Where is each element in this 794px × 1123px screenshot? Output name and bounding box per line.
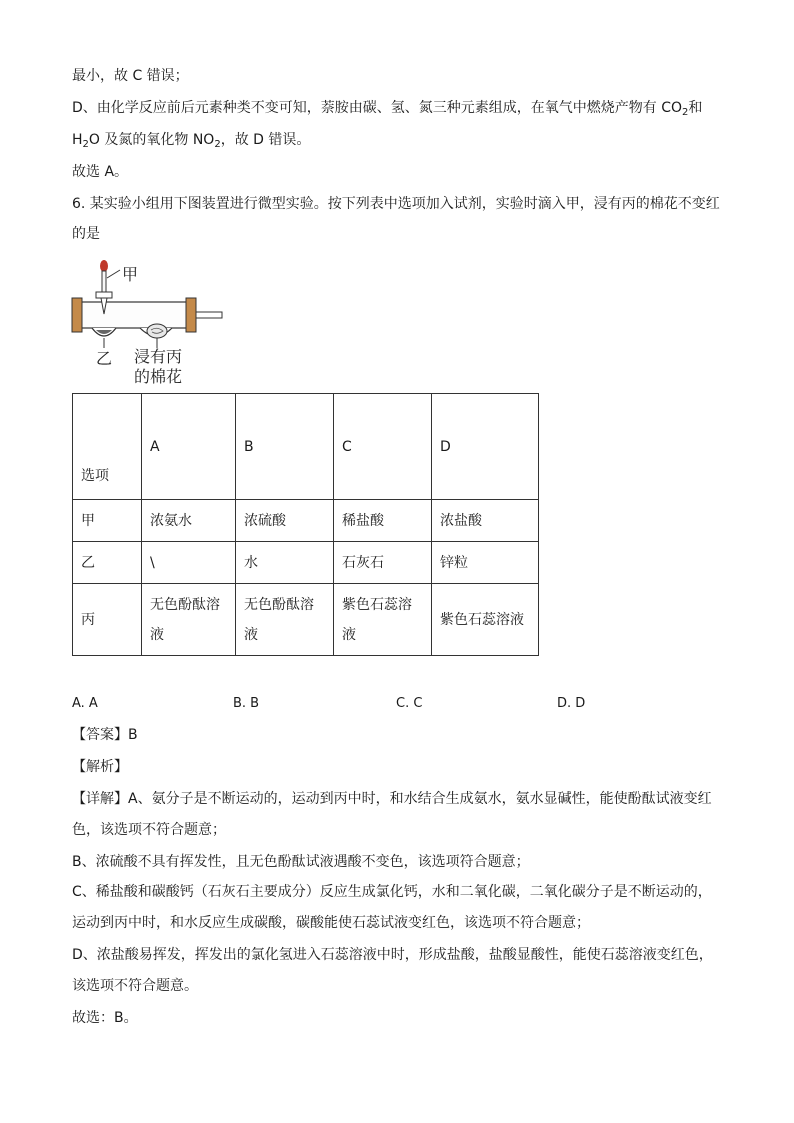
analysis-line: 运动到丙中时，和水反应生成碳酸，碳酸能使石蕊试液变红色，该选项不符合题意； [72,915,590,931]
apparatus-figure [66,252,236,388]
table-cell: 选项 [73,394,142,500]
answer-line: 【答案】B [72,727,138,743]
choice-a: A. A [72,696,98,711]
table-cell: \ [142,542,236,584]
glass-tube [78,302,192,328]
table-cell: 丙 [73,584,142,656]
table-cell: A [142,394,236,500]
label-bing-1: 浸有丙 [134,347,183,366]
table-cell: 紫色石蕊溶液 [334,584,432,656]
table-cell: 无色酚酞溶液 [142,584,236,656]
table-cell: 甲 [73,500,142,542]
table-cell: D [432,394,539,500]
analysis-line: 色，该选项不符合题意； [72,822,226,838]
text-line [72,130,310,150]
table-cell: 紫色石蕊溶液 [432,584,539,656]
table-cell: 浓氨水 [142,500,236,542]
text-span: H [72,132,83,148]
text-span: ，故 D 错误。 [220,132,311,148]
table-cell: C [334,394,432,500]
label-bing-2: 的棉花 [134,367,183,386]
label-yi: 乙 [96,349,113,368]
text-span: D、由化学反应前后元素种类不变可知，萘胺由碳、氢、氮三种元素组成，在氧气中燃烧产物有 CO [72,100,683,116]
table-header-row [73,394,539,500]
subscript: 2 [214,139,221,150]
dropper-bulb [100,260,108,272]
text-span: O 及氮的氧化物 NO [88,132,215,148]
question-text: 的是 [72,226,100,242]
table-row [73,584,539,656]
cotton-ball [147,324,167,338]
text-line: 最小，故 C 错误； [72,68,189,84]
table-row [73,500,539,542]
analysis-line: D、浓盐酸易挥发，挥发出的氯化氢进入石蕊溶液中时，形成盐酸，盐酸显酸性，能使石蕊溶液变红色， [72,947,713,963]
table-cell: 稀盐酸 [334,500,432,542]
text-span: 和 [688,100,703,116]
outlet-tube [196,312,222,318]
question-text: 6. 某实验小组用下图装置进行微型实验。按下列表中选项加入试剂，实验时滴入甲，浸有丙的棉花不变红 [72,196,720,212]
left-stopper [72,298,82,332]
analysis-line: 该选项不符合题意。 [72,978,198,994]
label-jia: 甲 [122,265,139,284]
table-cell: 水 [236,542,334,584]
analysis-line: 【详解】A、氨分子是不断运动的，运动到丙中时，和水结合生成氨水，氨水显碱性，能使酚酞试液变红 [72,791,712,807]
text-line: 故选 A。 [72,164,129,180]
conclusion-line: 故选：B。 [72,1010,138,1026]
dropper-collar [96,292,112,298]
subscript: 2 [82,139,89,150]
options-table [72,393,539,656]
choice-c: C. C [396,696,423,711]
table-cell: 浓硫酸 [236,500,334,542]
table-cell: 石灰石 [334,542,432,584]
text-line [72,98,702,118]
table-cell: 浓盐酸 [432,500,539,542]
analysis-line: C、稀盐酸和碳酸钙（石灰石主要成分）反应生成氯化钙，水和二氧化碳，二氧化碳分子是不断运动的， [72,884,712,900]
table-cell: 锌粒 [432,542,539,584]
table-cell: 乙 [73,542,142,584]
table-row [73,542,539,584]
choice-d: D. D [557,696,586,711]
analysis-line: B、浓硫酸不具有挥发性，且无色酚酞试液遇酸不变色，该选项符合题意； [72,854,530,870]
table-cell: B [236,394,334,500]
analysis-title: 【解析】 [72,759,128,775]
table-cell: 无色酚酞溶液 [236,584,334,656]
right-stopper [186,298,196,332]
subscript: 2 [682,107,689,118]
choice-b: B. B [233,696,260,711]
